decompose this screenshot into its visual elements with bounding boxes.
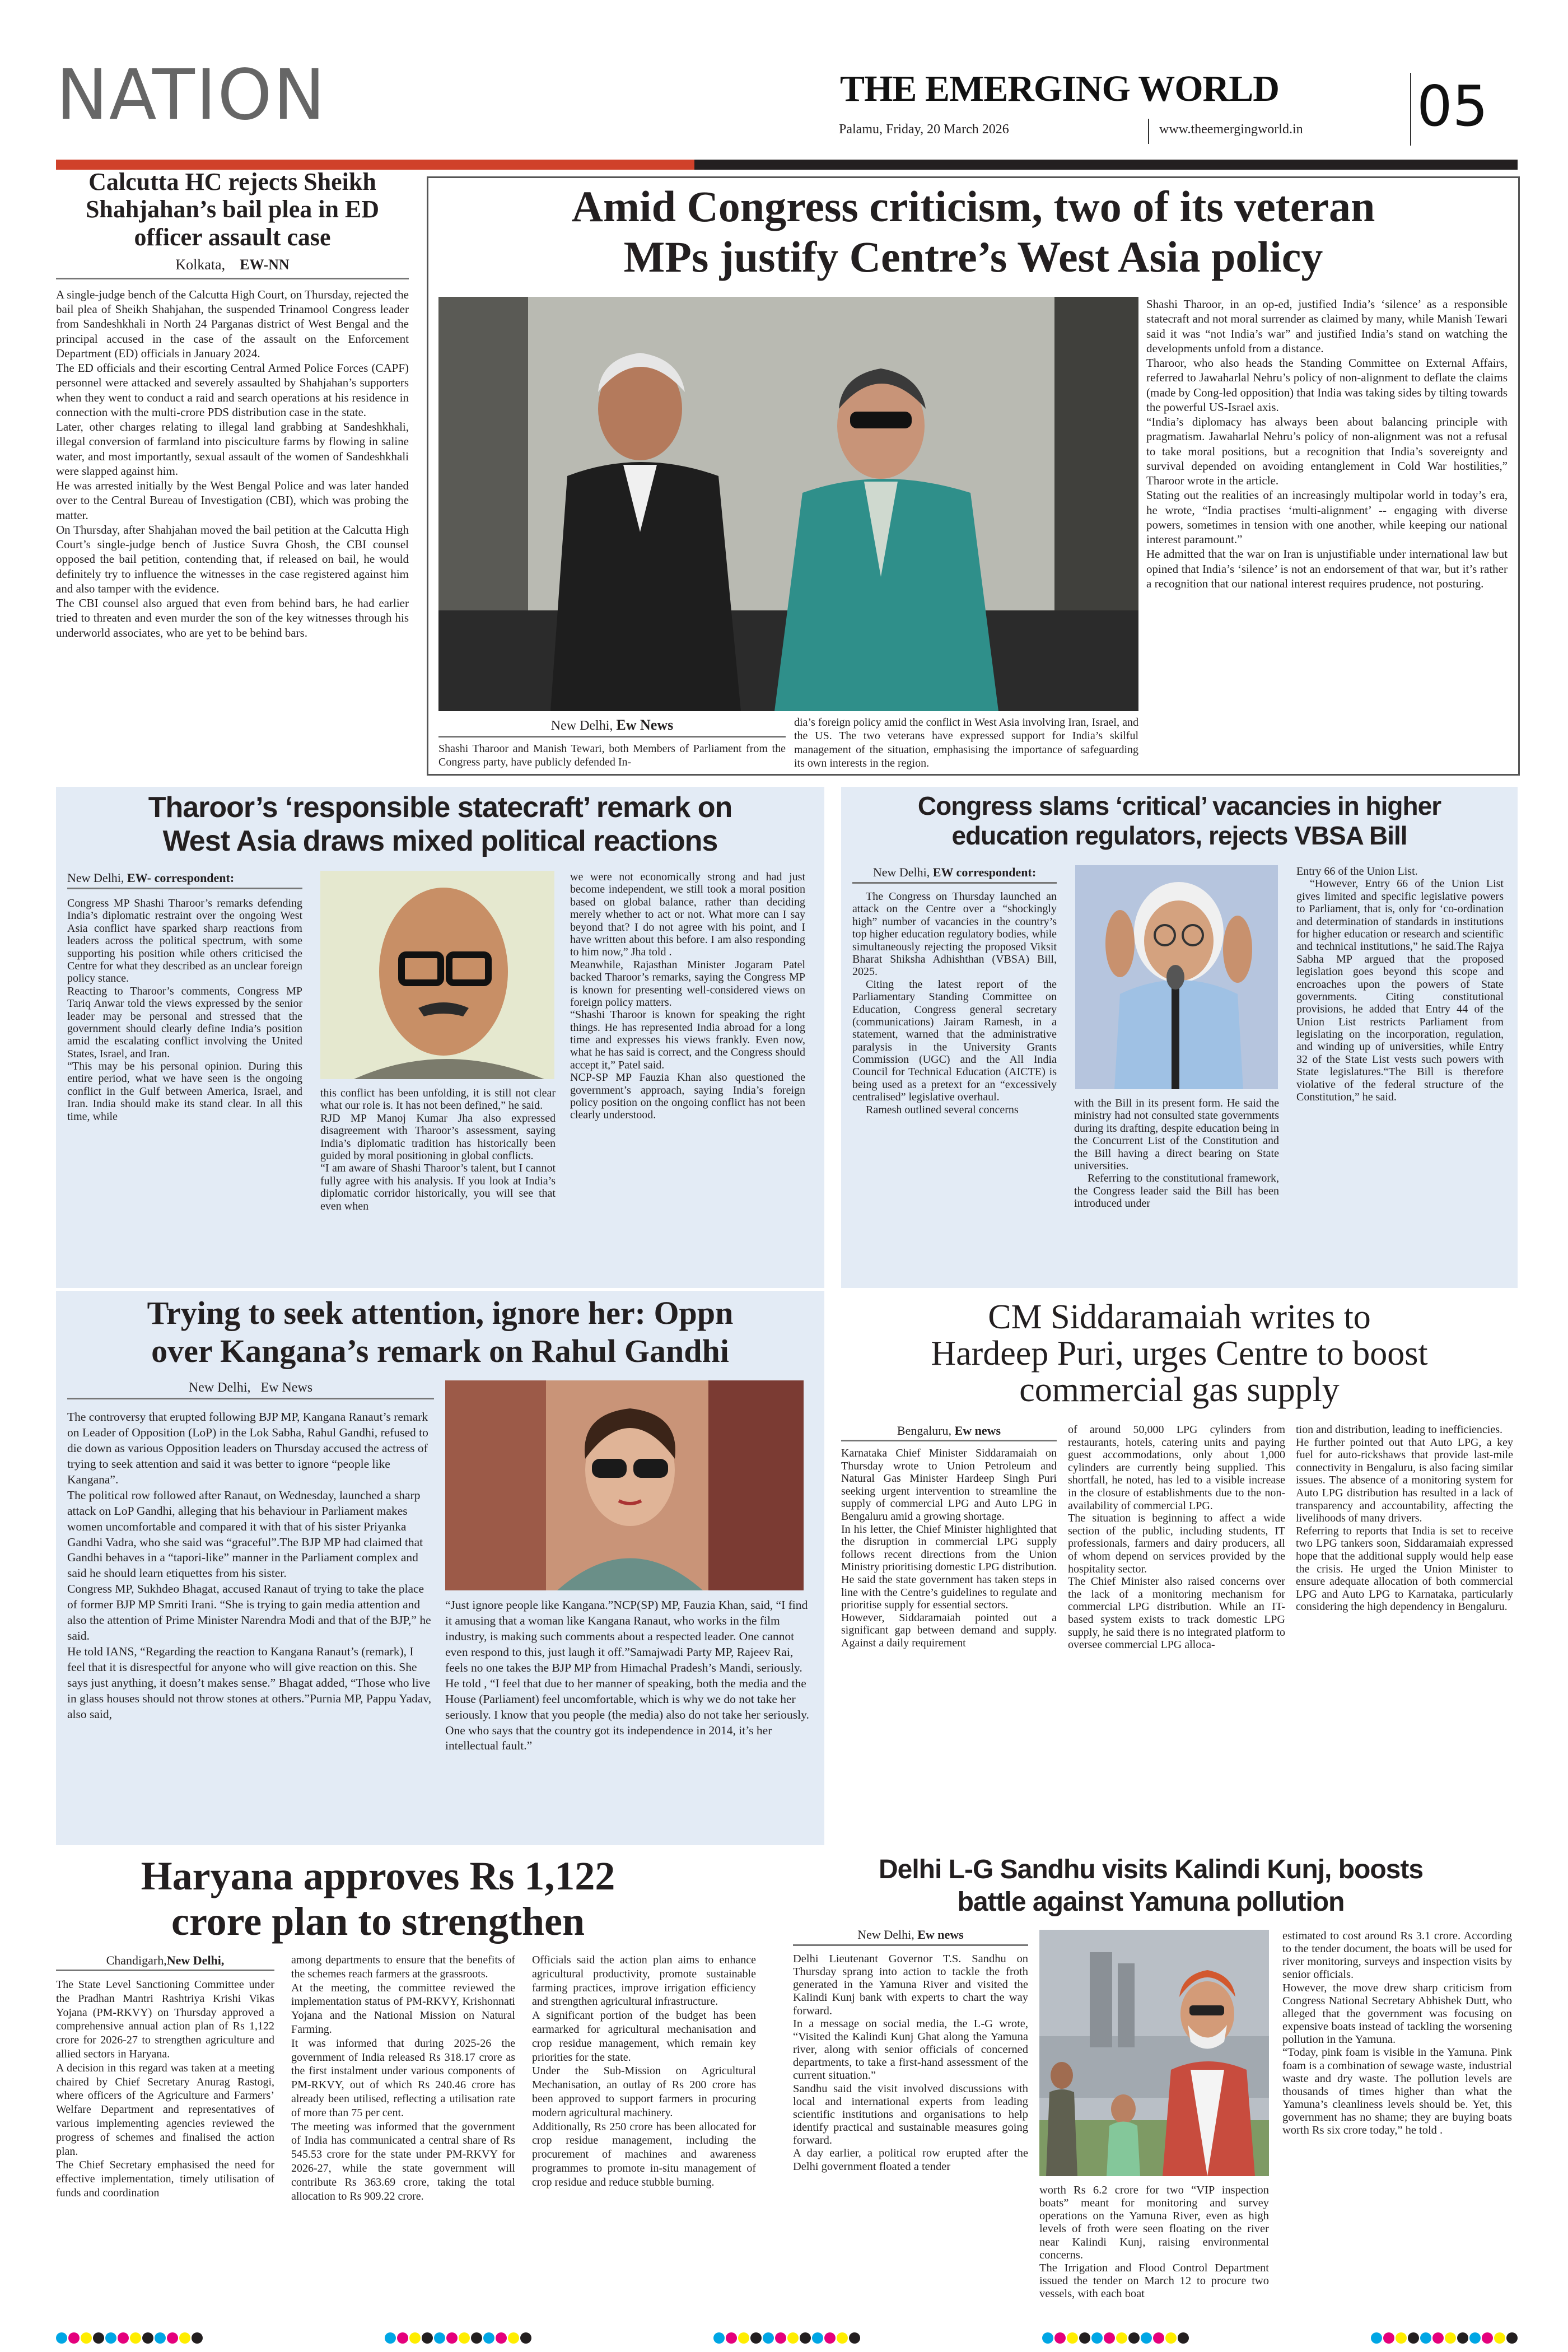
photo-kangana	[445, 1380, 804, 1590]
registration-dot	[520, 2332, 531, 2344]
article-body	[841, 1447, 1057, 1650]
paragraph: RJD MP Manoj Kumar Jha also expressed disagreement with Tharoor’s assessment, saying India’s diplomatic tradition has historically been guided by moral positioning in global conflicts.	[320, 1112, 556, 1162]
registration-dot	[446, 2332, 458, 2344]
registration-dot	[1432, 2332, 1444, 2344]
paragraph: A day earlier, a political row erupted after the Delhi government floated a tender	[793, 2147, 1028, 2173]
registration-dot	[130, 2332, 141, 2344]
paragraph: However, the move drew sharp criticism from Congress National Secretary Abhishek Dutt, who alleged that the government was focusing on expensive boats instead of tackling the worsening pollution in the Yamuna.	[1282, 1981, 1512, 2046]
header-black-bar	[694, 160, 1518, 170]
article-body	[1074, 1097, 1279, 1210]
paragraph: Ramesh outlined several concerns	[866, 1103, 1019, 1116]
paragraph: “Just ignore people like Kangana.”NCP(SP) MP, Fauzia Khan, said, “I find it amusing that a woman like Kangana Ranaut, who works in the film industry, is making such comments about a respected leader. One cannot even respond to this, just laugh it off.”Samajwadi Party MP, Rajeev Rai, feels no one takes the BJP MP from Himachal Pradesh’s Mandi, seriously.	[445, 1598, 808, 1674]
registration-dot	[1482, 2332, 1493, 2344]
lead-photo	[438, 297, 1138, 711]
registration-marks	[56, 2332, 1518, 2344]
caption-text: dia’s foreign policy amid the conflict in West Asia involving Iran, Israel, and the US. The two veterans have expressed support for India’s skilful management of the situation, emphasising the importance of safeguarding its own interests in the region.	[794, 716, 1138, 770]
paragraph: Congress MP, Sukhdeo Bhagat, accused Ranaut of trying to take the place of former BJP MP Smriti Irani. “She is trying to gain media attention and also the attention of Prime Minister Narendra Modi and that of the BJP,” he said.	[67, 1582, 431, 1643]
registration-dot	[750, 2332, 762, 2344]
byline	[56, 1953, 274, 1971]
paragraph: The situation is beginning to affect a wide section of the public, including students, IT professionals, farmers and dairy producers, all of whom depend on services provided by the hospitality sector.	[1068, 1512, 1285, 1575]
paragraph: He admitted that the war on Iran is unjustifiable under international law but opined that India’s ‘silence’ is not an endorsement of that war, but it’s rather a recognition that our national interest requires prudence, not posturing.	[1146, 547, 1508, 590]
photo-two-politicians	[438, 297, 1138, 711]
article-body	[1146, 297, 1508, 591]
paragraph: Referring to reports that India is set to receive two LPG tankers soon, Siddaramaiah expressed hope that the additional supply would help ease the crisis. He urged the Union Minister to ensure adequate allocation of both commercial LPG and Auto LPG to Karnataka, particularly considering the high dependency in Bengaluru.	[1296, 1524, 1513, 1613]
paragraph: The Irrigation and Flood Control Department issued the tender on March 12 to procure two vessels, with each boat	[1039, 2261, 1269, 2300]
headline-line: over Kangana’s remark on Rahul Gandhi	[151, 1333, 729, 1370]
paragraph: “However, Entry 66 of the Union List gives limited and specific legislative powers to Parliament, that is, only for ‘co-ordination and determination of standards in institutions for higher education or research and scientific and technical institutions,” he said.The Rajya Sabha MP argued that the proposed legislation goes beyond this scope and encroaches upon the powers of State governments. Citing constitutional provisions, he added that Entry 44 of the Union List restricts Parliament from legislating on the incorporation, regulation, and winding up of universities, while Entry 32 of the State List vests such powers with State legislatures.“The Bill is therefore violative of the federal structure of the Constitution,” he said.	[1296, 878, 1504, 1104]
paragraph: He told IANS, “Regarding the reaction to Kangana Ranaut’s (remark), I feel that it is disrespectful for anyone who will give reaction on this. She says just anything, it doesn’t makes sense.” Bhagat added, “Those who live in glass houses should not throw stones at others.”Purnia MP, Pappu Yadav, also said,	[67, 1645, 432, 1721]
byline-place: New Delhi,	[857, 1928, 914, 1942]
headline	[56, 1854, 700, 1944]
masthead: THE EMERGING WORLD	[840, 68, 1279, 109]
headline-line: Tharoor’s ‘responsible statecraft’ remark on	[148, 791, 732, 824]
article-siddaramaiah	[841, 1299, 1518, 1845]
headline-line: West Asia draws mixed political reactions	[162, 824, 718, 857]
column	[852, 865, 1057, 1116]
paragraph: A decision in this regard was taken at a meeting chaired by Chief Secretary Anurag Rastogi, where officers of the Agriculture and Farmers’ Welfare Department and representatives of various implementing agencies reviewed the progress of schemes and finalised the action plan.	[56, 2061, 274, 2158]
article-body	[56, 1978, 274, 2200]
registration-dot	[422, 2332, 433, 2344]
paragraph: The State Level Sanctioning Committee under the Pradhan Mantri Rashtriya Krishi Vikas Yojana (PM-RKVY) on Thursday approved a comprehensive annual action plan of Rs 1,122 crore for 2026-27 to strengthen agriculture and allied sectors in Haryana.	[56, 1978, 274, 2060]
registration-dot	[434, 2332, 445, 2344]
registration-dot	[1383, 2332, 1394, 2344]
registration-dot	[483, 2332, 494, 2344]
paragraph: “I am aware of Shashi Tharoor’s talent, but I cannot fully agree with his analysis. If you look at India’s diplomatic corridor historically, you will see that even when	[320, 1162, 556, 1212]
paragraph: “Shashi Tharoor is known for speaking the right things. He has represented India abroad for a long time and expresses his views frankly. Even now, what he has said is correct, and the Congress should accept it,” Patel said.	[570, 1009, 805, 1071]
registration-dot	[409, 2332, 421, 2344]
website-link[interactable]: www.theemergingworld.in	[1159, 122, 1303, 137]
paragraph: On Thursday, after Shahjahan moved the bail petition at the Calcutta High Court’s single-judge bench of Justice Suvra Ghosh, the CBI counsel opposed the bail petition, contending that, if released on bail, he would definitely try to influence the witnesses in the case registered against him and also tamper with the evidence.	[56, 522, 409, 595]
byline	[841, 1424, 1057, 1441]
article-kangana	[56, 1291, 824, 1845]
byline-agency: EW correspondent:	[932, 865, 1037, 879]
paragraph: NCP-SP MP Fauzia Khan also questioned the government’s approach, saying India’s foreign policy position on the ongoing conflict has not been clearly understood.	[570, 1071, 805, 1122]
headline-line: Amid Congress criticism, two of its veteran	[571, 182, 1375, 231]
registration-dot	[849, 2332, 860, 2344]
paragraph: “India’s diplomacy has always been about balancing principle with pragmatism. Jawaharlal Nehru’s policy of non-alignment was not a refusal to take moral positions, but a recognition that India’s sovereignty and survival depended on avoiding entanglement in Cold War hostilities,” Tharoor wrote in the article.	[1146, 415, 1508, 487]
paragraph: However, Siddaramaiah pointed out a significant gap between demand and supply. Against a daily requirement	[841, 1611, 1057, 1649]
headline-line: Hardeep Puri, urges Centre to boost	[931, 1334, 1428, 1373]
photo-manoj-jha	[320, 871, 554, 1079]
article-body	[67, 897, 302, 1123]
article-body	[67, 1410, 434, 1723]
registration-dot	[1165, 2332, 1177, 2344]
headline-line: battle against Yamuna pollution	[957, 1887, 1345, 1917]
paragraph: Stating out the realities of an increasingly multipolar world in today’s era, he wrote, “India practises ‘multi-alignment’ -- engaging with diverse powers, sometimes in tension with one another, while keeping our national interest paramount.”	[1146, 488, 1508, 546]
paragraph: of around 50,000 LPG cylinders from restaurants, hotels, catering units and paying guest accommodations, only about 1,000 cylinders are currently being supplied. This shortfall, he noted, has led to a visible increase in the closure of establishments due to the non-availability of commercial LPG.	[1068, 1424, 1285, 1512]
byline-agency: Ew News	[616, 717, 674, 733]
paragraph: The Congress on Thursday launched an attack on the Centre over a “shockingly high” number of vacancies in the country’s top higher education regulatory bodies, while simultaneously rejecting the proposed Viksit Bharat Shiksha Adhishthan (VBSA) Bill, 2025.	[852, 890, 1057, 978]
paragraph: In a message on social media, the L-G wrote, “Visited the Kalindi Kunj Ghat along the Yamuna river, along with senior officials of concerned departments, to take a first-hand assessment of the current situation.”	[793, 2017, 1028, 2082]
headline	[841, 791, 1518, 851]
registration-dot	[726, 2332, 737, 2344]
paragraph: He was arrested initially by the West Bengal Police and was later handed over to the Central Bureau of Investigation (CBI), which was probing the matter.	[56, 479, 409, 522]
registration-dot	[1420, 2332, 1431, 2344]
byline-place: Kolkata,	[175, 256, 226, 273]
paragraph: At the meeting, the committee reviewed the implementation status of PM-RKVY, Krishonnati Yojana and the National Mission on Natural Farming.	[291, 1981, 515, 2036]
paragraph: we were not economically strong and had just become independent, we still took a moral position based on global balance, rather than deciding merely whether to act or not. What more can I say beyond that? I do not agree with his point, and I have written about this before. I am also responding to him now,” Jha told .	[570, 871, 805, 959]
article-body	[1296, 865, 1504, 1103]
paragraph: this conflict has been unfolding, it is still not clear what our role is. It has not been defined,” he said.	[320, 1087, 556, 1112]
registration-dot	[1128, 2332, 1140, 2344]
article-body	[1068, 1424, 1285, 1651]
column	[67, 1380, 434, 1723]
registration-dot	[738, 2332, 749, 2344]
registration-dot	[1408, 2332, 1419, 2344]
registration-dot	[1445, 2332, 1456, 2344]
registration-dot	[763, 2332, 774, 2344]
column	[841, 1424, 1057, 1650]
headline-line: education regulators, rejects VBSA Bill	[951, 820, 1407, 850]
article-body	[1282, 1930, 1512, 2138]
paragraph: The CBI counsel also argued that even from behind bars, he had earlier tried to threaten and even murder the son of the key witnesses through his underworld associates, who are yet to be behind bars.	[56, 596, 409, 640]
byline	[852, 865, 1057, 884]
column	[793, 1928, 1028, 2173]
registration-dot	[1494, 2332, 1505, 2344]
article-body	[570, 871, 805, 1122]
paragraph: Meanwhile, Rajasthan Minister Jogaram Patel backed Tharoor’s remarks, saying the Congress MP is known for presenting well-considered views on foreign policy matters.	[570, 958, 805, 1009]
registration-dot	[1457, 2332, 1468, 2344]
paragraph: A significant portion of the budget has been earmarked for agricultural mechanisation and crop residue management, which remain key priorities for the state.	[532, 2009, 756, 2064]
registration-dot	[155, 2332, 166, 2344]
registration-dot	[167, 2332, 178, 2344]
article-body	[1039, 2184, 1269, 2300]
registration-dot	[1396, 2332, 1407, 2344]
registration-dot	[118, 2332, 129, 2344]
paragraph: Shashi Tharoor, in an op-ed, justified India’s ‘silence’ as a responsible statecraft and not moral surrender as claimed by many, while Manish Tewari said it was “not India’s war” and justified India’s stand on watching the developments unfold from a distance.	[1146, 297, 1508, 355]
headline-line: Haryana approves Rs 1,122	[141, 1854, 615, 1898]
registration-dot	[93, 2332, 104, 2344]
registration-dot	[1141, 2332, 1152, 2344]
paragraph: Officials said the action plan aims to enhance agricultural productivity, promote sustainable farming practices, improve irrigation efficiency and strengthen agricultural infrastructure.	[532, 1954, 756, 2008]
registration-dot-group	[56, 2332, 203, 2344]
headline	[428, 181, 1518, 282]
divider	[1410, 73, 1411, 146]
headline	[841, 1299, 1518, 1408]
headline-line: Congress slams ‘critical’ vacancies in higher	[917, 791, 1441, 820]
headline: Calcutta HC rejects Sheikh Shahjahan’s bail plea in ED officer assault case	[85, 168, 380, 251]
registration-dot	[142, 2332, 153, 2344]
photo-speaker	[320, 871, 554, 1079]
byline-place: Chandigarh,	[106, 1953, 167, 1967]
paragraph: Referring to the constitutional framework, the Congress leader said the Bill has been introduced under	[1074, 1172, 1279, 1210]
registration-dot	[1153, 2332, 1164, 2344]
paragraph: It was informed that during 2025-26 the government of India released Rs 318.17 crore as the first instalment under various components of PM-RKVY, out of which Rs 240.46 crore has already been utilised, reflecting a utilisation rate of more than 75 per cent.	[291, 2037, 515, 2119]
byline-agency: Ew News	[260, 1380, 313, 1395]
section-title: NATION	[56, 55, 326, 136]
article-sandhu	[784, 1854, 1518, 2324]
paragraph: Entry 66 of the Union List.	[1296, 865, 1418, 878]
registration-dot	[56, 2332, 67, 2344]
article-body	[320, 1087, 556, 1212]
headline-line: MPs justify Centre’s West Asia policy	[623, 232, 1323, 281]
registration-dot	[459, 2332, 470, 2344]
paragraph: Citing the latest report of the Parliamentary Standing Committee on Education, Congress general secretary (communications) Jairam Ramesh, in a statement, warned that the administrative paralysis in the University Grants Commission (UGC) and the All India Council for Technical Education (AICTE) is being used as a pretext for an “excessively centralised” legislative overhaul.	[852, 978, 1057, 1104]
article-body	[852, 890, 1057, 1116]
photo-speaker-mic	[1075, 865, 1278, 1089]
paragraph: “Today, pink foam is visible in the Yamuna. Pink foam is a combination of sewage waste, industrial waste and dry waste. The pollution levels are thousands of times higher than what the Yamuna’s cleanliness levels should be. Yet, this government has no shame; they are buying boats worth Rs six crore today,” he told .	[1282, 2046, 1512, 2137]
paragraph: estimated to cost around Rs 3.1 crore. According to the tender document, the boats will be used for river monitoring, surveys and inspection visits by senior officials.	[1282, 1930, 1512, 1981]
byline-place: New Delhi,	[872, 865, 930, 879]
paragraph: Reacting to Tharoor’s comments, Congress MP Tariq Anwar told the views expressed by the senior leader may be personal and stressed that the government should clearly define India’s position amid the escalating conflict involving the United States, Israel, and Iran.	[67, 984, 302, 1060]
paragraph: The Chief Secretary emphasised the need for effective implementation, timely utilisation of funds and coordination	[56, 2159, 274, 2199]
article-vacancies	[841, 787, 1518, 1288]
registration-dot	[192, 2332, 203, 2344]
byline	[793, 1928, 1028, 1946]
registration-dot-group	[1042, 2332, 1189, 2344]
registration-dot	[787, 2332, 799, 2344]
headline-line: Trying to seek attention, ignore her: Oppn	[147, 1295, 734, 1331]
article-body	[1296, 1424, 1513, 1613]
paragraph: Later, other charges relating to illegal land grabbing at Sandeshkhali, illegal conversion of farmland into pisciculture farms by flowing in saline water, and most importantly, sexual assault of the women of Sandeshkhali were slapped against him.	[56, 420, 409, 478]
paragraph: Tharoor, who also heads the Standing Committee on External Affairs, referred to Jawaharlal Nehru’s policy of non-alignment to deflate the claims (made by Cong-led opposition) that India was taking sides by tilting towards the powerful US-Israel axis.	[1146, 356, 1508, 414]
paragraph: Congress MP Shashi Tharoor’s remarks defending India’s diplomatic restraint over the ongoing West Asia conflict have sparked sharp reactions from leaders across the political spectrum, with some supporting his position while others criticised the Centre for what they described as an unclear foreign policy stance.	[67, 897, 302, 985]
headline-line: commercial gas supply	[1019, 1371, 1340, 1410]
paragraph: He further pointed out that Auto LPG, a key fuel for auto-rickshaws that provide last-mile connectivity in Bengaluru, is also facing similar issues. The absence of a monitoring system for Auto LPG distribution has resulted in a lack of transparency and accountability, affecting the livelihoods of many drivers.	[1296, 1436, 1513, 1525]
byline-agency: Ew news	[917, 1928, 964, 1942]
byline-place: New Delhi,	[188, 1380, 251, 1395]
registration-dot	[1469, 2332, 1481, 2344]
photo-woman-sunglasses	[445, 1380, 804, 1590]
paragraph: Under the Sub-Mission on Agricultural Mechanisation, an outlay of Rs 200 crore has been approved to support farmers in procuring modern agricultural machinery.	[532, 2065, 756, 2119]
registration-dot	[508, 2332, 519, 2344]
paragraph: The controversy that erupted following BJP MP, Kangana Ranaut’s remark on Leader of Opposition (LoP) in the Lok Sabha, Rahul Gandhi, refused to die down as various Opposition leaders on Thursday accused the actress of trying to seek attention and said it was better to ignore “people like Kangana”.	[67, 1410, 428, 1486]
paragraph: among departments to ensure that the benefits of the schemes reach farmers at the grassroots.	[291, 1954, 515, 1980]
paragraph: Delhi Lieutenant Governor T.S. Sandhu on Thursday sprang into action to tackle the froth generated in the Yamuna River and visited the Kalindi Kunj bank with experts to chart the way forward.	[793, 1953, 1028, 2017]
paragraph: “This may be his personal opinion. During this entire period, what we have seen is the ongoing conflict in the Gulf between America, Israel, and Iran. India should make its stand clear. In all this time, while	[67, 1060, 302, 1123]
registration-dot-group	[1371, 2332, 1518, 2344]
article-calcutta	[56, 168, 409, 640]
article-body	[56, 287, 409, 640]
article-lead	[427, 176, 1520, 776]
registration-dot	[105, 2332, 116, 2344]
registration-dot	[1091, 2332, 1103, 2344]
registration-dot	[397, 2332, 408, 2344]
divider	[1148, 119, 1149, 144]
registration-dot	[385, 2332, 396, 2344]
article-body	[793, 1953, 1028, 2173]
registration-dot	[179, 2332, 190, 2344]
byline	[67, 1380, 434, 1399]
paragraph: Additionally, Rs 250 crore has been allocated for crop residue management, including the procurement of machines and awareness programmes to promote in-situ management of crop residue and reduce stubble burning.	[532, 2120, 756, 2188]
paragraph: tion and distribution, leading to inefficiencies.	[1296, 1424, 1502, 1436]
paragraph: The ED officials and their escorting Central Armed Police Forces (CAPF) personnel were attacked and severely assaulted by Shahjahan’s supporters when they went to conduct a raid and search operations at his residence in connection with the multi-crore PDS distribution case in the state.	[56, 361, 409, 419]
byline-agency: EW-NN	[240, 256, 290, 273]
paragraph: A single-judge bench of the Calcutta High Court, on Thursday, rejected the bail plea of Sheikh Shahjahan, the suspended Trinamool Congress leader from Sandeshkhali in North 24 Parganas district of West Bengal and the principal accused in the case of the assault on the Enforcement Department (ED) officials in January 2024.	[56, 287, 409, 360]
byline-agency: New Delhi,	[166, 1953, 225, 1967]
dateline: Palamu, Friday, 20 March 2026	[839, 122, 1009, 137]
caption-text: Shashi Tharoor and Manish Tewari, both Members of Parliament from the Congress party, have publicly defended In-	[438, 743, 786, 769]
paragraph: worth Rs 6.2 crore for two “VIP inspection boats” meant for monitoring and survey operations on the Yamuna River, even as high levels of froth were seen floating on the river near Kalindi Kunj, raising environmental concerns.	[1039, 2184, 1269, 2261]
registration-dot	[824, 2332, 836, 2344]
article-body	[445, 1598, 815, 1754]
registration-dot	[812, 2332, 823, 2344]
registration-dot	[800, 2332, 811, 2344]
paragraph: Karnataka Chief Minister Siddaramaiah on Thursday wrote to Union Petroleum and Natural Gas Minister Hardeep Singh Puri seeking urgent intervention to streamline the supply of commercial LPG and Auto LPG in Bengaluru amid a growing shortage.	[841, 1447, 1057, 1523]
article-body	[291, 1953, 515, 2203]
byline	[438, 717, 786, 738]
registration-dot-group	[385, 2332, 531, 2344]
paragraph: with the Bill in its present form. He said the ministry had not consulted state governments during its drafting, despite education being in the Concurrent List of the Constitution and the Bill having a direct bearing on State universities.	[1074, 1097, 1279, 1172]
photo-lg-sandhu	[1039, 1930, 1269, 2176]
byline	[56, 256, 409, 279]
caption-block	[438, 717, 786, 769]
registration-dot	[1079, 2332, 1090, 2344]
column	[67, 871, 302, 1123]
registration-dot	[1116, 2332, 1127, 2344]
article-body	[532, 1953, 756, 2190]
paragraph: The political row followed after Ranaut, on Wednesday, launched a sharp attack on LoP Gandhi, alleging that his behaviour in Parliament makes women uncomfortable and compared it with that of his sister Priyanka Gandhi Vadra, who she said was “graceful”.The BJP MP had claimed that Gandhi behaves in a “tapori-like” manner in the Parliament complex and said he should learn etiquettes from his sister.	[67, 1488, 423, 1580]
registration-dot	[713, 2332, 725, 2344]
headline	[56, 1291, 824, 1371]
page-number: 05	[1417, 73, 1488, 139]
headline-line: crore plan to strengthen	[171, 1898, 585, 1944]
registration-dot	[1506, 2332, 1518, 2344]
headline	[784, 1854, 1518, 1918]
registration-dot	[1042, 2332, 1053, 2344]
paragraph: In his letter, the Chief Minister highlighted that the disruption in commercial LPG supply follows recent directions from the Union Ministry prioritising domestic LPG distribution. He said the state government has taken steps in line with the Centre’s guidelines to regulate and prioritise supply for essential sectors.	[841, 1523, 1057, 1612]
photo-jairam-ramesh	[1075, 865, 1278, 1089]
registration-dot	[837, 2332, 848, 2344]
registration-dot	[1371, 2332, 1382, 2344]
registration-dot	[1054, 2332, 1066, 2344]
registration-dot	[496, 2332, 507, 2344]
headline-line: CM Siddaramaiah writes to	[988, 1298, 1371, 1336]
registration-dot	[1178, 2332, 1189, 2344]
byline-agency: Ew news	[954, 1424, 1001, 1438]
paragraph: Sandhu said the visit involved discussions with local and international experts from leading scientific institutions and organisations to help identify practical and sustainable measures going forward.	[793, 2082, 1028, 2147]
column	[56, 1953, 274, 2200]
byline-place: New Delhi,	[550, 718, 613, 733]
registration-dot	[1104, 2332, 1115, 2344]
byline-place: Bengaluru,	[897, 1424, 952, 1438]
registration-dot	[68, 2332, 80, 2344]
byline-agency: EW- correspondent:	[127, 871, 235, 885]
paragraph: He told , “I feel that due to her manner of speaking, both the media and the House (Parliament) feel uncomfortable, which is why we do not take her seriously. I know that you people (the media) also do not take her seriously. One who says that the country got its independence in 2014, it’s her intellectual fault.”	[445, 1676, 809, 1753]
registration-dot-group	[713, 2332, 860, 2344]
headline	[56, 791, 824, 858]
byline	[67, 871, 302, 889]
paragraph: The Chief Minister also raised concerns over the lack of a monitoring mechanism for commercial LPG distribution. While an IT-based system exists to track domestic LPG supply, he said there is no integrated platform to oversee commercial LPG alloca-	[1068, 1575, 1285, 1651]
article-haryana	[56, 1854, 767, 2324]
paragraph: The meeting was informed that the government of India has communicated a central share of Rs 545.53 crore for the state under PM-RKVY for 2026-27, while the state government will contribute Rs 363.69 crore, taking the total allocation to Rs 909.22 crore.	[291, 2120, 515, 2202]
headline-line: Delhi L-G Sandhu visits Kalindi Kunj, boosts	[878, 1855, 1424, 1884]
byline-place: New Delhi,	[67, 871, 124, 885]
photo-riverbank-visit	[1039, 1930, 1269, 2176]
registration-dot	[81, 2332, 92, 2344]
registration-dot	[471, 2332, 482, 2344]
registration-dot	[775, 2332, 786, 2344]
article-tharoor	[56, 787, 824, 1288]
registration-dot	[1067, 2332, 1078, 2344]
